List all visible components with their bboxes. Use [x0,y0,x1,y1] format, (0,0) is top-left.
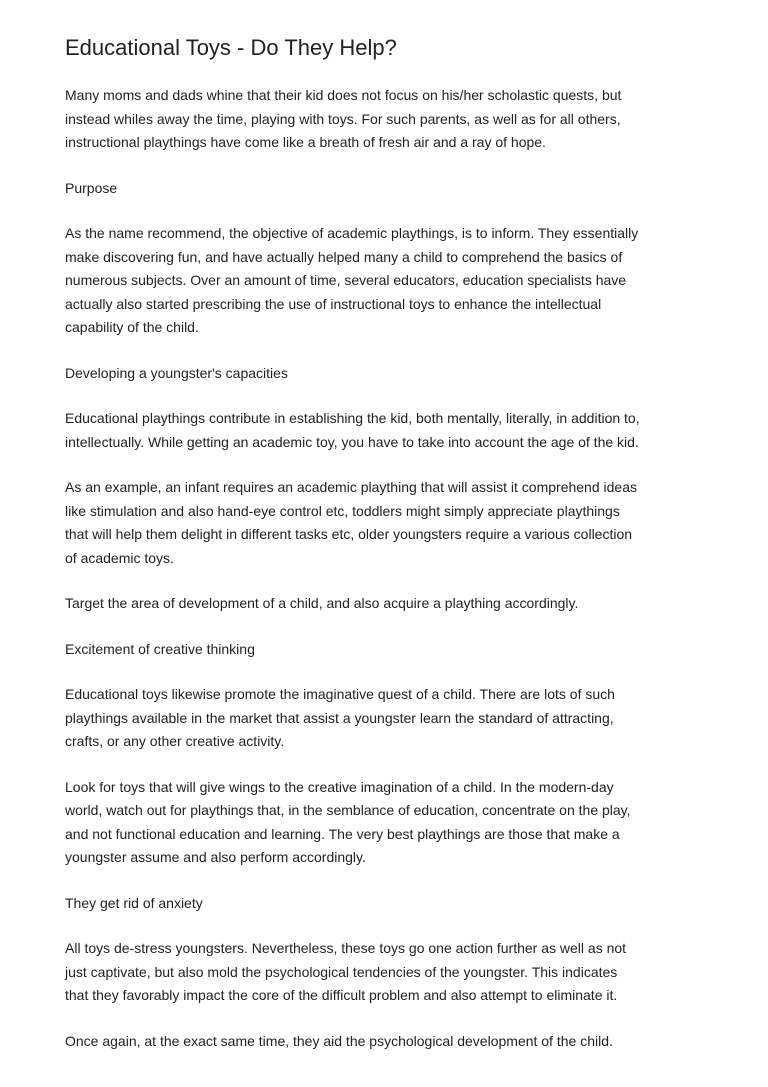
paragraph-line: of academic toys. [65,549,174,566]
paragraph-line: Target the area of development of a child, and also acquire a plaything accordingly. [65,595,579,611]
paragraph [65,592,725,616]
paragraph-line: Educational playthings contribute in establishing the kid, both mentally, literally, in addition to, [65,410,640,426]
paragraph [65,683,725,754]
paragraph-line: Once again, at the exact same time, they aid the psychological development of the child. [65,1032,613,1049]
section-heading: Purpose [65,179,118,196]
paragraph [65,84,725,155]
paragraph-line: Many moms and dads whine that their kid does not focus on his/her scholastic quests, but [65,87,622,103]
paragraph-line: youngster assume and also perform accordingly. [65,849,366,865]
paragraph [65,222,725,340]
paragraph [65,476,725,570]
paragraph-line: and not functional education and learning. The very best playthings are those that make a [65,825,620,842]
paragraph-line: intellectually. While getting an academic toy, you have to take into account the age of the kid. [65,433,639,450]
paragraph-line: crafts, or any other creative activity. [65,733,285,749]
paragraph-line: As an example, an infant requires an academic plaything that will assist it comprehend ideas [65,479,637,495]
paragraph-line: All toys de-stress youngsters. Nevertheless, these toys go one action further as well as not [65,940,627,956]
document-body [65,84,725,1053]
paragraph-line: that will help them delight in different tasks etc, older youngsters require a various collection [65,526,633,542]
paragraph-line: Look for toys that will give wings to the creative imagination of a child. In the modern-day [65,778,614,795]
paragraph-line: that they favorably impact the core of the difficult problem and also attempt to eliminate it. [65,987,618,1003]
paragraph-line: capability of the child. [65,319,199,335]
document-page [65,34,725,1075]
paragraph-line: instead whiles away the time, playing with toys. For such parents, as well as for all others, [65,110,621,127]
paragraph-line: like stimulation and also hand-eye control etc, toddlers might simply appreciate playthings [65,502,620,519]
paragraph-line: actually also started prescribing the use of instructional toys to enhance the intellectual [65,295,602,312]
paragraph-line: playthings available in the market that assist a youngster learn the standard of attracting, [65,709,614,726]
paragraph [65,776,725,870]
paragraph [65,407,725,454]
section-heading: They get rid of anxiety [65,894,203,911]
paragraph-line: world, watch out for playthings that, in the semblance of education, concentrate on the play, [65,802,631,818]
paragraph [65,1030,725,1054]
paragraph-line: numerous subjects. Over an amount of time, several educators, education specialists have [65,272,627,288]
paragraph-line: As the name recommend, the objective of academic playthings, is to inform. They essentially [65,225,639,241]
document-title: Educational Toys - Do They Help? [65,35,397,60]
paragraph-line: instructional playthings have come like a breath of fresh air and a ray of hope. [65,134,546,150]
paragraph-line: just captivate, but also mold the psychological tendencies of the youngster. This indicates [65,963,618,980]
paragraph-line: Educational toys likewise promote the imaginative quest of a child. There are lots of such [65,686,615,702]
paragraph [65,937,725,1008]
section-heading: Developing a youngster's capacities [65,364,288,381]
section-heading: Excitement of creative thinking [65,640,255,657]
paragraph-line: make discovering fun, and have actually helped many a child to comprehend the basics of [65,248,623,265]
